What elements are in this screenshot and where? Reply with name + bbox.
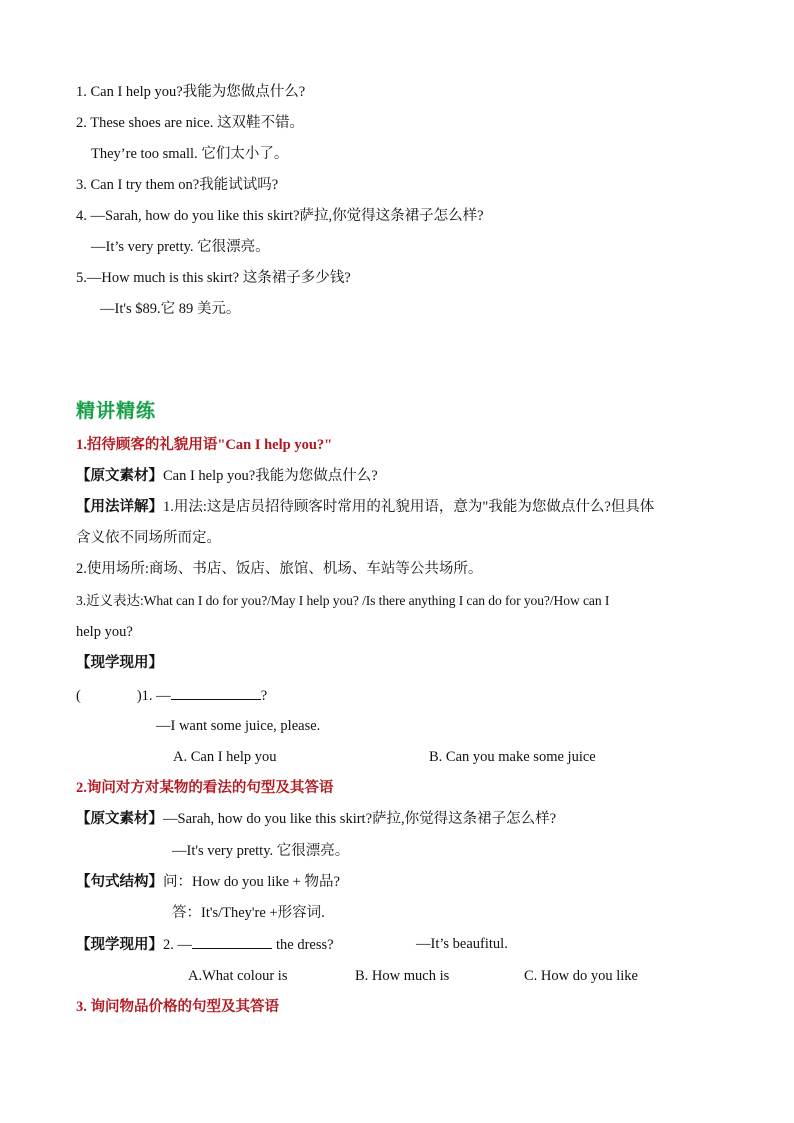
list-item-5: 5.—How much is this skirt? 这条裙子多少钱?: [76, 270, 351, 286]
point2-practice: [76, 934, 334, 955]
practice-tag: 【现学现用】: [76, 937, 163, 953]
point1-usage: [76, 497, 654, 517]
list-item-4-reply: —It’s very pretty. 它很漂亮。: [91, 239, 270, 255]
answer-blank[interactable]: [192, 934, 272, 949]
structure-question: 问：How do you like + 物品?: [163, 874, 340, 890]
list-item-3: 3. Can I try them on?我能试试吗?: [76, 177, 279, 193]
option-b: B. How much is: [355, 968, 450, 984]
list-item-4: 4. —Sarah, how do you like this skirt?萨拉,你觉得这条裙子怎么样?: [76, 208, 484, 224]
list-item-2: 2. These shoes are nice. 这双鞋不错。: [76, 115, 305, 131]
material-tag: 【原文素材】: [76, 811, 163, 827]
option-a: A. Can I help you: [173, 749, 277, 765]
point1-question: [76, 685, 267, 706]
point2-structure: [76, 872, 340, 892]
point2-structure-answer: 答：It's/They're +形容词.: [172, 905, 325, 921]
question-text: the dress?: [276, 937, 334, 953]
option-c: C. How do you like: [524, 968, 638, 984]
point1-usage-3: 3.近义表达:What can I do for you?/May I help you? /Is there anything I can do for you?/How can I: [76, 593, 610, 608]
usage-tag: 【用法详解】: [76, 499, 163, 515]
list-item-5-reply: —It's $89.它 89 美元。: [100, 301, 241, 317]
question-end: ?: [260, 688, 268, 704]
point2-heading: 2.询问对方对某物的看法的句型及其答语: [76, 780, 334, 796]
question-number: 2. —: [163, 937, 192, 953]
usage-text: 1.用法:这是店员招待顾客时常用的礼貌用语，意为"我能为您做点什么?但具体: [163, 499, 655, 515]
list-item-1: 1. Can I help you?我能为您做点什么?: [76, 84, 306, 100]
answer-paren-open: (: [76, 688, 81, 704]
point2-material: [76, 809, 556, 829]
material-tag: 【原文素材】: [76, 468, 163, 484]
section-title: 精讲精练: [76, 400, 157, 422]
list-item-2-line2: They’re too small. 它们太小了。: [91, 146, 289, 162]
point3-heading: 3. 询问物品价格的句型及其答语: [76, 999, 279, 1015]
point1-usage-cont: 含义依不同场所而定。: [76, 530, 221, 546]
structure-tag: 【句式结构】: [76, 874, 163, 890]
option-a: A.What colour is: [188, 968, 288, 984]
material-text: —Sarah, how do you like this skirt?萨拉,你觉得这条裙子怎么样?: [163, 811, 557, 827]
point1-usage-2: 2.使用场所:商场、书店、饭店、旅馆、机场、车站等公共场所。: [76, 561, 483, 577]
point1-material: [76, 466, 378, 486]
point1-heading: 1.招待顾客的礼貌用语"Can I help you?": [76, 437, 333, 453]
point1-usage-3-cont: help you?: [76, 624, 133, 640]
point2-reply: —It’s beaufitul.: [416, 936, 508, 952]
point1-practice-tag: 【现学现用】: [76, 655, 163, 671]
answer-blank[interactable]: [171, 685, 261, 700]
question-number: )1. —: [136, 688, 171, 704]
point2-material-reply: —It's very pretty. 它很漂亮。: [172, 843, 350, 859]
point1-reply: —I want some juice, please.: [156, 718, 321, 734]
option-b: B. Can you make some juice: [429, 749, 596, 765]
material-text: Can I help you?我能为您做点什么?: [163, 468, 378, 484]
